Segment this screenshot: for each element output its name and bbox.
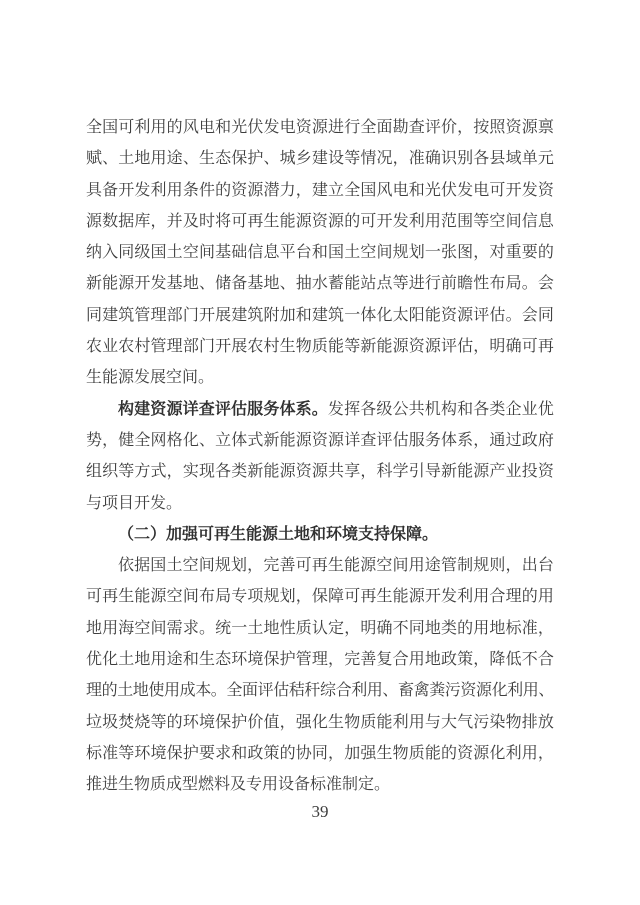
line-text: 全国可利用的风电和光伏发电资源进行全面勘查评价，按照资源禀 bbox=[86, 119, 554, 136]
text-block bbox=[86, 112, 554, 801]
line-text: 同建筑管理部门开展建筑附加和建筑一体化太阳能资源评估。会同 bbox=[86, 306, 554, 324]
text-line bbox=[86, 456, 554, 487]
line-text: 农业农村管理部门开展农村生物质能等新能源资源评估，明确可再 bbox=[86, 338, 554, 356]
text-line bbox=[86, 237, 554, 268]
line-text: 依据国土空间规划，完善可再生能源空间用途管制规则，出台 bbox=[118, 557, 554, 575]
text-line bbox=[86, 362, 554, 393]
text-line bbox=[86, 675, 554, 706]
text-line bbox=[86, 425, 554, 456]
line-text: 垃圾焚烧等的环境保护价值，强化生物质能利用与大气污染物排放 bbox=[86, 713, 554, 731]
text-line bbox=[86, 394, 554, 425]
line-text: 纳入同级国土空间基础信息平台和国土空间规划一张图，对重要的 bbox=[86, 244, 554, 262]
section-heading bbox=[86, 519, 554, 550]
text-line bbox=[86, 644, 554, 675]
text-line bbox=[86, 550, 554, 581]
text-line bbox=[86, 143, 554, 174]
line-text: 与项目开发。 bbox=[86, 494, 183, 512]
text-line bbox=[86, 112, 554, 143]
line-text: 组织等方式，实现各类新能源资源共享，科学引导新能源产业投资 bbox=[86, 463, 554, 481]
text-line bbox=[86, 769, 554, 800]
line-text: 生能源发展空间。 bbox=[86, 369, 215, 387]
text-line bbox=[86, 581, 554, 612]
line-text: 优化土地用途和生态环境保护管理，完善复合用地政策，降低不合 bbox=[86, 651, 554, 669]
text-line bbox=[86, 613, 554, 644]
line-text: 标准等环境保护要求和政策的协同，加强生物质能的资源化利用， bbox=[86, 744, 554, 762]
line-text: 发挥各级公共机构和各类企业优 bbox=[327, 400, 554, 418]
line-text: 源数据库，并及时将可再生能源资源的可开发利用范围等空间信息 bbox=[86, 212, 554, 230]
line-text: 新能源开发基地、储备基地、抽水蓄能站点等进行前瞻性布局。会 bbox=[86, 275, 554, 293]
line-text: （二）加强可再生能源土地和环境支持保障。 bbox=[118, 525, 439, 543]
line-text: 赋、土地用途、生态保护、城乡建设等情况，准确识别各县域单元 bbox=[86, 150, 554, 168]
line-text: 具备开发利用条件的资源潜力，建立全国风电和光伏发电可开发资 bbox=[86, 181, 554, 199]
text-line bbox=[86, 488, 554, 519]
line-text: 势，健全网格化、立体式新能源资源详查评估服务体系，通过政府 bbox=[86, 431, 554, 449]
line-text: 地用海空间需求。统一土地性质认定，明确不同地类的用地标准， bbox=[86, 619, 554, 637]
page-number: 39 bbox=[311, 802, 329, 821]
line-text: 理的土地使用成本。全面评估秸秆综合利用、畜禽粪污资源化利用、 bbox=[86, 682, 554, 700]
line-text: 可再生能源空间布局专项规划，保障可再生能源开发利用合理的用 bbox=[86, 588, 554, 606]
text-line bbox=[86, 300, 554, 331]
text-line bbox=[86, 206, 554, 237]
text-line bbox=[86, 331, 554, 362]
line-text: 推进生物质成型燃料及专用设备标准制定。 bbox=[86, 776, 391, 794]
text-line bbox=[86, 268, 554, 299]
text-line bbox=[86, 738, 554, 769]
text-line bbox=[86, 707, 554, 738]
paragraph-lead: 构建资源详查评估服务体系。 bbox=[118, 400, 328, 418]
text-line bbox=[86, 175, 554, 206]
